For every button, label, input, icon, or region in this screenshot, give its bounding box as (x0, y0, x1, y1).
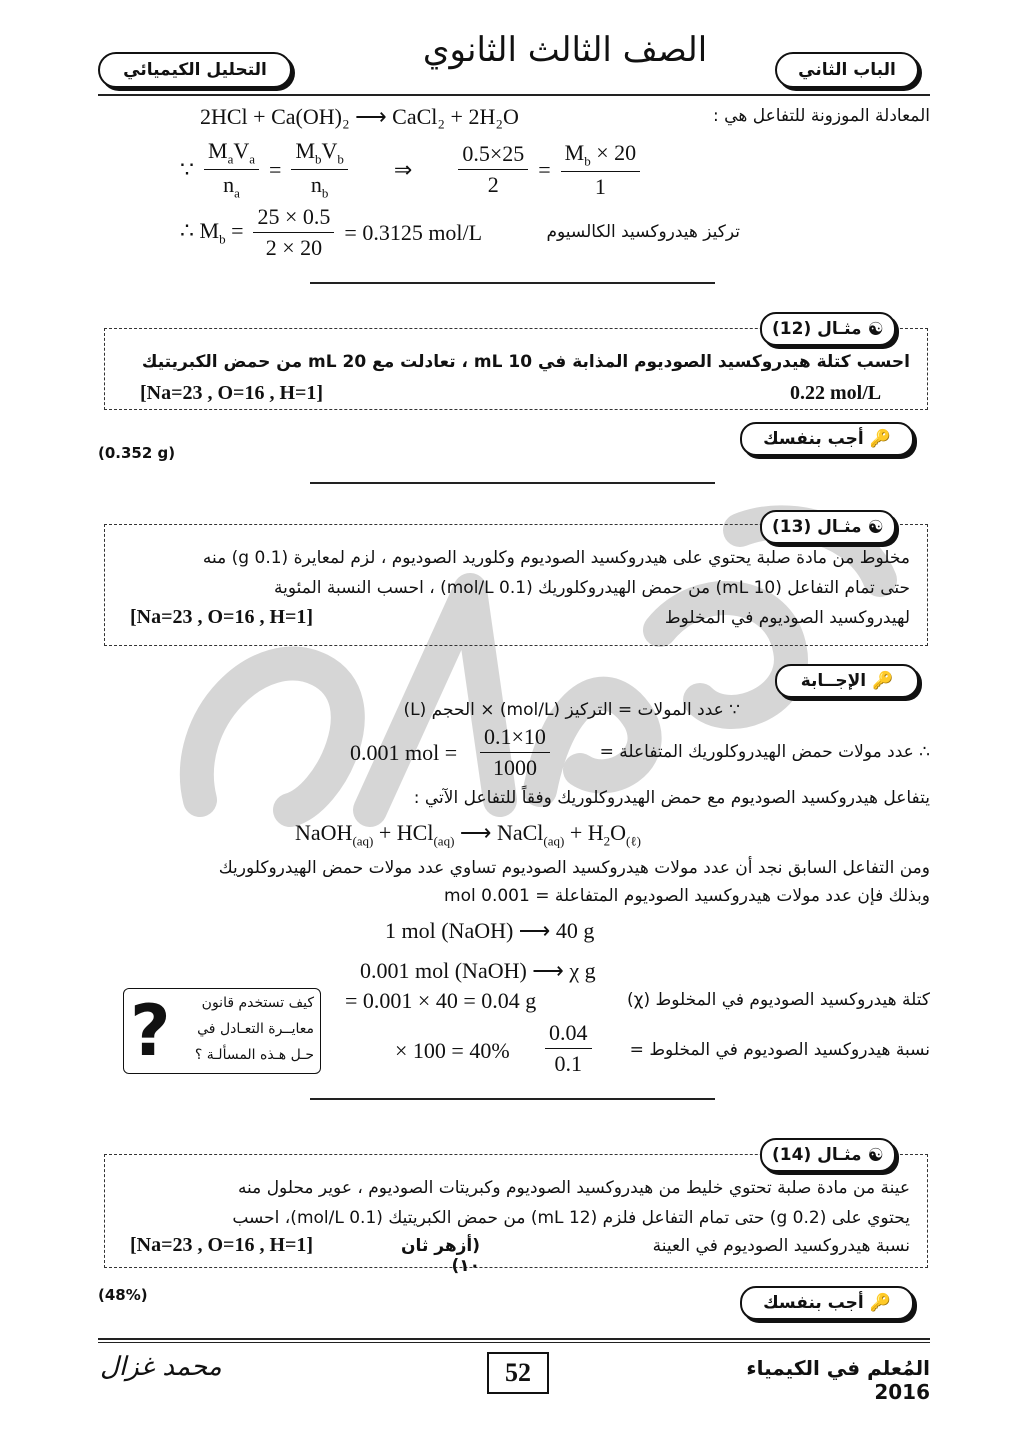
example12-answer-pill: 🔑 أجب بنفسك (740, 422, 914, 456)
mass-label: كتلة هيدروكسيد الصوديوم في المخلوط (χ) (626, 990, 930, 1010)
pct-label: نسبة هيدروكسيد الصوديوم في المخلوط = (629, 1040, 930, 1060)
example14-answer-pill: 🔑 أجب بنفسك (740, 1286, 914, 1320)
tip-line1: كيف تستخدم قانون (201, 995, 314, 1011)
section-divider-3 (310, 1098, 715, 1100)
example14-title: ☯ مثـال (14) (760, 1138, 896, 1172)
balanced-equation: 2HCl + Ca(OH)₂ ⟶ CaCl₂ + 2H₂O (200, 104, 519, 129)
footer-divider-2 (98, 1342, 930, 1343)
example12-atomic-masses: [Na=23 , O=16 , H=1] (140, 382, 324, 404)
example14-answer: (48%) (98, 1286, 148, 1304)
footer-brand: المُعلم في الكيمياء 2016 (746, 1356, 930, 1404)
example-icon: ☯ (867, 516, 884, 538)
example12-line1: احسب كتلة هيدروكسيد الصوديوم المذابة في 10 mL ، تعادلت مع 20 mL من حمض الكبريتيك (141, 352, 910, 372)
example12-answer: (0.352 g) (98, 444, 176, 462)
footer-signature: محمد غزال (100, 1352, 222, 1382)
moles-rule: ∵ عدد المولات = التركيز (mol/L) × الحجم (L) (403, 700, 740, 720)
footer-divider (98, 1338, 930, 1340)
react-text: يتفاعل هيدروكسيد الصوديوم مع حمض الهيدروكلوريك وفقاً للتفاعل الآتي : (413, 788, 930, 808)
tip-line3: حـل هـذه المسألـة ؟ (194, 1047, 314, 1063)
naoh-hcl-reaction: NaOH$_{(aq)}$ + HCl$_{(aq)}$ ⟶ NaCl$_{(aq)}$ + $H_2O_{(\ell)}$ (295, 820, 641, 849)
example12-concentration: 0.22 mol/L (790, 382, 882, 404)
example-icon: ☯ (867, 1144, 884, 1166)
mb-result: ∴ $M_b$ = $\frac{25 \times 0.5}{2 \times 20}$ = 0.3125 mol/L (180, 204, 483, 260)
header-title: الصف الثالث الثانوي (422, 30, 708, 70)
ratio-2: 0.001 mol (NaOH) ⟶ χ g (360, 958, 596, 983)
example13-line2: حتى تمام التفاعل (10 mL) من حمض الهيدروكلوريك (0.1 mol/L) ، احسب النسبة المئوية (273, 578, 910, 598)
example14-line2: يحتوي على (0.2 g) حتى تمام التفاعل فلزم (12 mL) من حمض الكبريتيك (0.1 mol/L)، احسب (232, 1208, 910, 1228)
header-right-pill: الباب الثاني (775, 52, 919, 88)
header-divider (98, 94, 930, 96)
titration-formula: ∵ $\frac{M_aV_a}{n_a}$ = $\frac{M_bV_b}{n_b}$ ⇒ $\frac{0.5\times 25}{2}$ = $\frac{M_b \times 20}{1}$ (180, 138, 640, 202)
pct-fraction: $\frac{0.04}{0.1}$ (545, 1020, 592, 1077)
key-icon: 🔑 (872, 671, 894, 691)
example14-line3: نسبة هيدروكسيد الصوديوم في العينة (652, 1236, 910, 1256)
example14-line1: عينة من مادة صلبة تحتوي خليط من هيدروكسيد الصوديوم وكبريتات الصوديوم ، عوير محلول منه (237, 1178, 910, 1198)
moles-hcl-value: 0.001 mol = (350, 740, 458, 765)
page-number-box: 52 (487, 1352, 549, 1394)
example13-atomic-masses: [Na=23 , O=16 , H=1] (130, 606, 314, 628)
conc-label: تركيز هيدروكسيد الكالسيوم (546, 222, 740, 242)
moles-hcl-label: ∴ عدد مولات حمض الهيدروكلوريك المتفاعلة = (599, 742, 930, 762)
section-divider-2 (310, 482, 715, 484)
tip-line2: معايــرة التعـادل في (197, 1021, 314, 1037)
section-divider-1 (310, 282, 715, 284)
header-left-pill: التحليل الكيميائي (98, 52, 292, 88)
thus-text: وبذلك فإن عدد مولات هيدروكسيد الصوديوم المتفاعلة = 0.001 mol (444, 886, 930, 906)
example-icon: ☯ (867, 318, 884, 340)
example13-answer-pill: 🔑 الإجــابة (775, 664, 919, 698)
moles-hcl-fraction: $\frac{0.1\times 10}{1000}$ (480, 724, 550, 781)
pct-value: × 100 = 40% (395, 1038, 510, 1063)
example14-atomic-masses: [Na=23 , O=16 , H=1] (130, 1234, 314, 1256)
balanced-equation-label: المعادلة الموزونة للتفاعل هي : (713, 106, 930, 126)
ratio-1: 1 mol (NaOH) ⟶ 40 g (385, 918, 595, 943)
tip-box (123, 988, 321, 1074)
example12-title: ☯ مثـال (12) (760, 312, 896, 346)
example13-line3: لهيدروكسيد الصوديوم في المخلوط (664, 608, 910, 628)
key-icon: 🔑 (869, 1293, 891, 1313)
example13-line1: مخلوط من مادة صلبة يحتوي على هيدروكسيد الصوديوم وكلوريد الصوديوم ، لزم لمعايرة (0.1 g) منه (202, 548, 910, 568)
from-text: ومن التفاعل السابق نجد أن عدد مولات هيدروكسيد الصوديوم تساوي عدد مولات حمض الهيدروكلوريك (218, 858, 930, 878)
question-mark-icon: ? (130, 990, 171, 1072)
mass-value: = 0.001 × 40 = 0.04 g (345, 988, 537, 1013)
example13-title: ☯ مثـال (13) (760, 510, 896, 544)
example14-source: (أزهر ثان ١٠) (401, 1236, 480, 1276)
key-icon: 🔑 (869, 429, 891, 449)
